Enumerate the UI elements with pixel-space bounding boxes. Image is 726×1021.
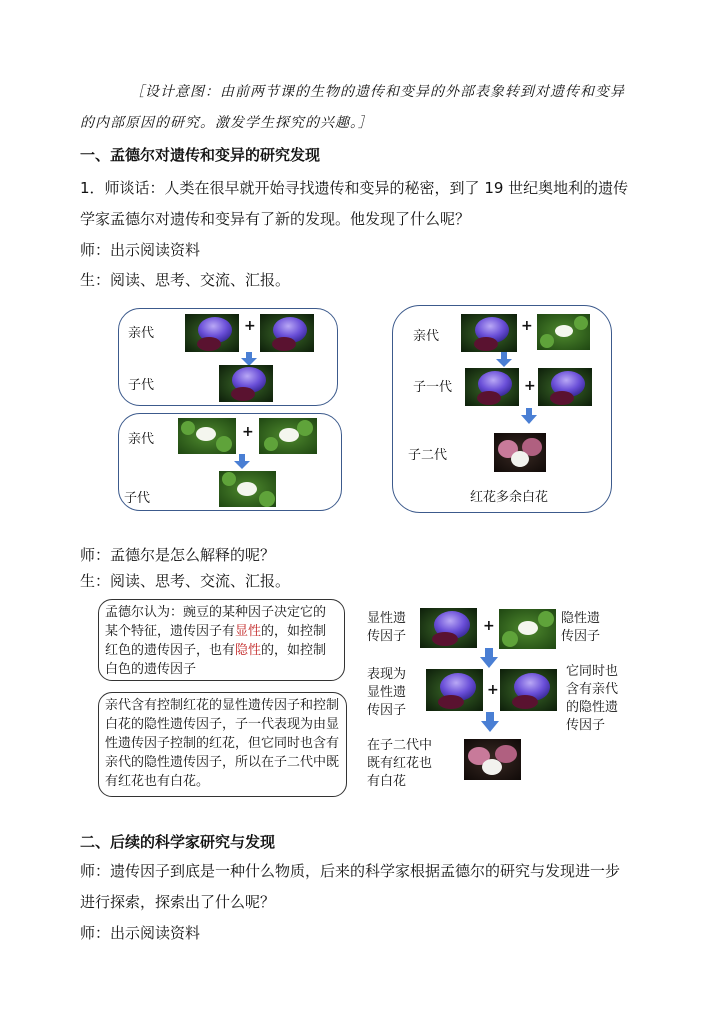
design-intent-line1: ［设计意图：由前两节课的生物的遗传和变异的外部表象转到对遗传和变异 [130, 84, 625, 100]
purple-flower-photo [538, 368, 592, 406]
mixed-flowers-photo [464, 739, 521, 780]
box-a-child-label: 子代 [128, 378, 155, 393]
dominant-factor-label: 显性遗传因子 [367, 611, 407, 644]
box-b-child-label: 子代 [124, 491, 151, 506]
teacher-line-3: 师：出示阅读资料 [80, 924, 201, 942]
plus-sign: + [487, 682, 499, 698]
box-b-parent-label: 亲代 [128, 432, 155, 447]
down-arrow-icon [234, 454, 250, 469]
teacher-line-1: 师：出示阅读资料 [80, 241, 201, 259]
dominant-emphasis: 显性 [235, 624, 262, 639]
white-flower-photo [178, 418, 236, 454]
down-arrow-icon [480, 648, 498, 668]
student-line-2: 生：阅读、思考、交流、汇报。 [80, 572, 291, 590]
down-arrow-icon [241, 352, 257, 366]
down-arrow-icon [481, 712, 499, 732]
f2-result-label: 在子二代中既有红花也有白花 [367, 738, 433, 789]
box-c-f1-label: 子一代 [413, 380, 453, 395]
plus-sign: + [524, 378, 536, 394]
section2-paragraph-line2: 进行探索，探索出了什么呢？ [80, 893, 276, 911]
plus-sign: + [483, 618, 495, 634]
down-arrow-icon [496, 352, 512, 367]
purple-flower-photo [420, 608, 477, 648]
box-c-parent-label: 亲代 [413, 329, 440, 344]
recessive-emphasis: 隐性 [235, 643, 262, 658]
purple-flower-photo [185, 314, 239, 352]
mendel-view-textbox: 孟德尔认为：豌豆的某种因子决定它的某个特征，遗传因子有显性的，如控制红色的遗传因子，也有隐性的，如控制白色的遗传因子 [98, 599, 345, 681]
explanation-textbox: 亲代含有控制红花的显性遗传因子和控制白花的隐性遗传因子，子一代表现为由显性遗传因子控制的红花，但它同时也含有亲代的隐性遗传因子，所以在子二代中既有红花也有白花。 [98, 692, 347, 797]
carries-recessive-label: 它同时也含有亲代的隐性遗传因子 [566, 664, 619, 733]
white-flower-photo [259, 418, 317, 454]
purple-flower-photo [461, 314, 517, 352]
student-line-1: 生：阅读、思考、交流、汇报。 [80, 271, 291, 289]
purple-flower-photo [260, 314, 314, 352]
section1-heading: 一、孟德尔对遗传和变异的研究发现 [80, 146, 321, 164]
section2-paragraph-line1: 师：遗传因子到底是一种什么物质，后来的科学家根据孟德尔的研究与发现进一步 [80, 862, 621, 880]
plus-sign: + [244, 318, 256, 334]
section1-paragraph-line2: 学家孟德尔对遗传和变异有了新的发现。他发现了什么呢？ [80, 210, 471, 228]
plus-sign: + [242, 424, 254, 440]
purple-flower-photo [219, 365, 273, 402]
dominant-expression-label: 表现为显性遗传因子 [367, 667, 407, 718]
section1-paragraph-line1: 1．师谈话：人类在很早就开始寻找遗传和变异的秘密，到了 19 世纪奥地利的遗传 [80, 179, 629, 197]
down-arrow-icon [521, 408, 537, 424]
purple-flower-photo [465, 368, 519, 406]
purple-flower-photo [500, 669, 557, 711]
box-c-f2-label: 子二代 [408, 448, 448, 463]
white-flower-photo [499, 609, 556, 649]
box-a-parent-label: 亲代 [128, 326, 155, 341]
white-flower-photo [219, 471, 276, 507]
white-flower-photo [537, 314, 590, 350]
box-c-caption: 红花多余白花 [470, 490, 549, 505]
teacher-line-2: 师：孟德尔是怎么解释的呢？ [80, 546, 276, 564]
section2-heading: 二、后续的科学家研究与发现 [80, 833, 276, 851]
purple-flower-photo [426, 669, 483, 711]
design-intent-line2: 的内部原因的研究。激发学生探究的兴趣。］ [80, 115, 373, 131]
mixed-flowers-photo [494, 433, 546, 472]
plus-sign: + [521, 318, 533, 334]
recessive-factor-label: 隐性遗传因子 [561, 611, 601, 644]
